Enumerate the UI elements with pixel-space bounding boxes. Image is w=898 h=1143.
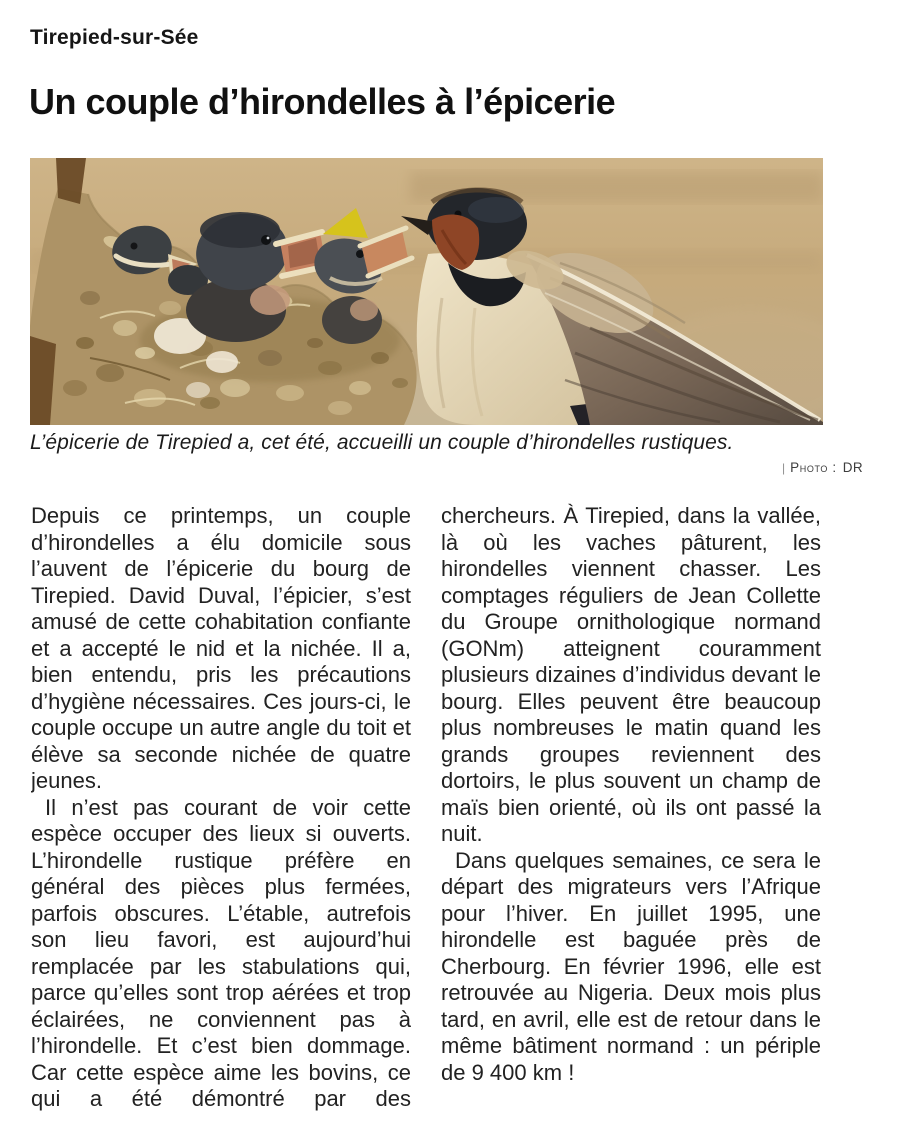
article-kicker: Tirepied-sur-Sée: [30, 26, 199, 49]
credit-label: Photo :: [790, 460, 837, 475]
credit-separator: |: [782, 461, 786, 475]
swallows-photo-illustration: [30, 158, 823, 425]
article-photo: [30, 158, 823, 425]
credit-value: DR: [842, 460, 863, 475]
paragraph-2: Il n’est pas courant de voir cette espèce occuper des lieux si ouverts. L’hirondelle rustique préfère en général des pièces plus fermées, parfois obscures. L’étable, autrefois son lieu favori, est aujourd’hui remplacée par les stabulations qui, parce qu’elles sont trop aérées et trop éclairées, ne conviennent pas à l’hirondelle. Et c’est bien dommage. Car cette espèce aime les bovins, ce qui a été démontré par des chercheurs. À Tirepied, dans la vallée, là où les vaches pâturent, les hirondelles viennent chasser. Les comptages réguliers de Jean Collette du Groupe ornithologique normand (GONm) atteignent couramment plusieurs dizaines d’individus devant le bourg. Elles peuvent être beaucoup plus nombreuses le matin quand les grands groupes reviennent des dortoirs, le plus souvent un champ de maïs bien orienté, où ils ont passé la nuit.: [31, 503, 821, 1111]
article-body: [31, 503, 821, 1131]
paragraph-3: Dans quelques semaines, ce sera le départ des migrateurs vers l’Afrique pour l’hiver. En juillet 1995, une hirondelle est baguée près de Cherbourg. En février 1996, elle est retrouvée au Nigeria. Deux mois plus tard, en avril, elle est de retour dans le même bâtiment normand : un périple de 9 400 km !: [441, 847, 821, 1085]
photo-caption: L’épicerie de Tirepied a, cet été, accueilli un couple d’hirondelles rustiques.: [30, 431, 734, 454]
article-title: Un couple d’hirondelles à l’épicerie: [29, 81, 616, 122]
paragraph-1: Depuis ce printemps, un couple d’hirondelles a élu domicile sous l’auvent de l’épicerie du bourg de Tirepied. David Duval, l’épicier, s’est amusé de cette cohabitation confiante et a accepté le nid et la nichée. Il a, bien entendu, pris les précautions d’hygiène nécessaires. Ces jours-ci, le couple occupe un autre angle du toit et élève sa seconde nichée de quatre jeunes.: [31, 503, 411, 793]
photo-credit: [30, 460, 863, 475]
